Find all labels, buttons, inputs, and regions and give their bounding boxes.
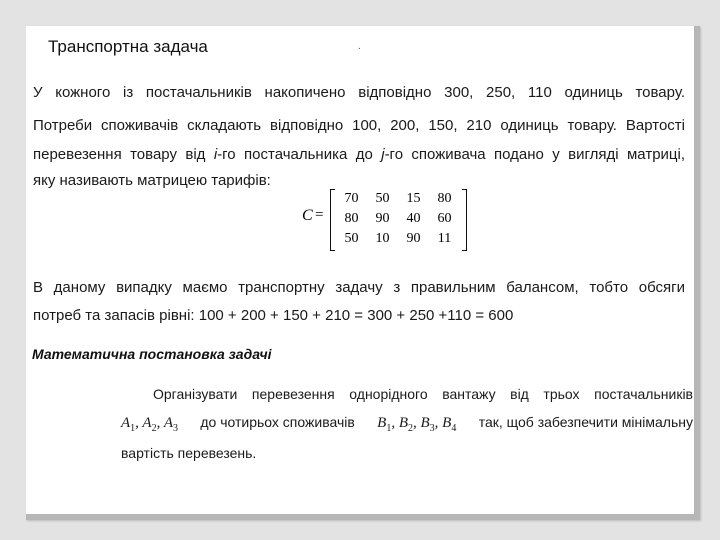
matrix-cell: 11 (437, 231, 452, 246)
line3-text-b: -го постачальника до (217, 146, 382, 163)
matrix-cell: 15 (406, 191, 421, 206)
matrix-cell: 80 (344, 211, 359, 226)
matrix-cell: 10 (375, 231, 390, 246)
line3-text-a: перевезення товару від (33, 146, 214, 163)
matrix-row (336, 189, 460, 209)
matrix-row (336, 209, 460, 229)
problem-line-2-end: так, щоб забезпечити мінімальну (478, 414, 693, 430)
matrix-right-bracket (462, 189, 467, 251)
intro-line-4: яку називають матрицею тарифів: (33, 172, 271, 189)
matrix-row (336, 229, 460, 249)
line3-text-c: -го споживача подано у вигляді матриці, (384, 146, 686, 163)
matrix-cell: 70 (344, 191, 359, 206)
problem-line-1: Організувати перевезення однорідного вантажу від трьох постачальників (153, 386, 693, 402)
matrix-cell: 50 (375, 191, 390, 206)
intro-line-2: Потреби споживачів складають відповідно 100, 200, 150, 210 одиниць товару. Вартості (33, 117, 685, 134)
tariff-matrix (302, 189, 472, 251)
index-i: i (213, 146, 218, 163)
matrix-cell: 40 (406, 211, 421, 226)
intro-line-3 (33, 146, 685, 163)
slide (26, 26, 700, 520)
matrix-cell: 90 (375, 211, 390, 226)
balance-line-2: потреб та запасів рівні: 100 + 200 + 150 + 210 = 300 + 250 +110 = 600 (33, 307, 514, 324)
index-j: j (381, 146, 385, 163)
matrix-label: C (302, 207, 313, 224)
suppliers-set: $A_1$, $A_2$, $A_3$ (121, 415, 178, 434)
slide-title: Транспортна задача (48, 37, 208, 56)
matrix-left-bracket (330, 189, 335, 251)
matrix-cell: 50 (344, 231, 359, 246)
section-heading: Математична постановка задачі (32, 346, 272, 362)
problem-line-2-mid: до чотирьох споживачів (200, 414, 355, 430)
problem-line-3: вартість перевезень. (121, 445, 257, 461)
matrix-cell: 60 (437, 211, 452, 226)
matrix-equals: = (315, 207, 324, 223)
consumers-set: $B_1$, $B_2$, $B_3$, $B_4$ (377, 415, 457, 434)
intro-line-1: У кожного із постачальників накопичено відповідно 300, 250, 110 одиниць товару. (33, 84, 685, 101)
matrix-cell: 80 (437, 191, 452, 206)
problem-line-2 (121, 414, 693, 434)
stray-mark: . (358, 41, 361, 52)
balance-line-1: В даному випадку маємо транспортну задачу з правильним балансом, тобто обсяги (33, 279, 685, 296)
matrix-cell: 90 (406, 231, 421, 246)
matrix-body (336, 189, 460, 249)
